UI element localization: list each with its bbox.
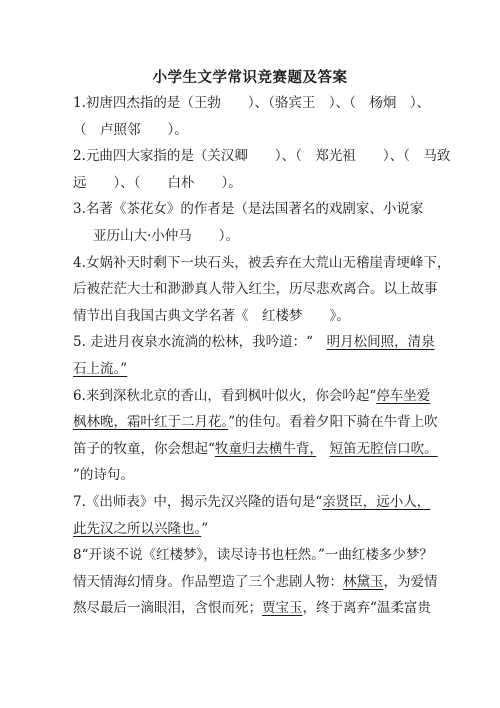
question-list (73, 90, 451, 622)
answer-text: 短笛无腔信口吹。 (329, 440, 438, 457)
question-line (73, 90, 443, 117)
question-text: （ 卢照邻 ）。 (73, 121, 188, 138)
question-5 (73, 329, 443, 382)
question-text: 1.初唐四杰指的是（王勃 ）、（骆宾王 ）、（ 杨炯 ）、 (73, 95, 431, 111)
question-text: ，终于离弃“温柔富贵 (302, 600, 431, 617)
question-line (73, 436, 443, 463)
question-text (316, 441, 330, 457)
question-text: 2.元曲四大家指的是（关汉卿 ）、（ 郑光祖 ）、（ 马致 (73, 148, 451, 165)
answer-text: 停车坐爱 (376, 387, 431, 404)
question-line (73, 303, 443, 330)
question-8 (73, 542, 443, 622)
question-1 (73, 90, 443, 143)
answer-text: 贾宝玉 (262, 600, 303, 617)
question-line (73, 143, 451, 170)
question-text: ，为爱情 (383, 573, 438, 590)
question-3 (73, 196, 443, 249)
question-line (73, 196, 443, 223)
question-line (73, 462, 443, 489)
question-7 (73, 489, 443, 542)
question-text: 亚历山大·小仲马 ）。 (93, 227, 240, 244)
question-line (73, 329, 443, 356)
question-line (73, 516, 443, 543)
answer-text: 林黛玉 (343, 573, 384, 590)
question-text: 5. 走进月夜泉水流淌的松林，我吟道：“ (73, 334, 327, 351)
question-text: ”的佳句。看着夕阳下骑在牛背上吹 (228, 414, 438, 431)
answer-text: 明月松间照，清泉 (326, 334, 435, 351)
question-6 (73, 383, 443, 489)
question-line (73, 409, 443, 436)
question-4 (73, 250, 451, 330)
question-text: 4.女娲补天时剩下一块石头，被丢弃在大荒山无稽崖青埂峰下， (73, 254, 451, 271)
question-line (73, 383, 443, 410)
question-text: 远 ）、（ 白朴 ）。 (73, 174, 242, 191)
question-2 (73, 143, 451, 196)
question-line (73, 223, 443, 250)
question-line (73, 595, 443, 622)
question-text: ” (201, 520, 209, 537)
question-text: 3.名著《茶花女》的作者是（是法国著名的戏剧家、小说家 (73, 201, 424, 218)
question-text: ”的诗句。 (73, 467, 134, 484)
question-line (73, 250, 451, 277)
question-line (73, 117, 443, 144)
question-text: 熬尽最后一滴眼泪，含恨而死； (73, 600, 262, 617)
question-line (73, 276, 443, 303)
question-text: 8“开谈不说《红楼梦》，读尽诗书也枉然。”一曲红楼多少梦？ (73, 547, 433, 564)
answer-text: 此先汉之所以兴隆也。 (73, 520, 202, 537)
question-text: 笛子的牧童，你会想起“ (73, 440, 215, 457)
answer-text: 枫林晚，霜叶红于二月花。 (73, 414, 229, 431)
question-text: 6.来到深秋北京的香山，看到枫叶似火，你会吟起“ (73, 387, 377, 404)
answer-text: 亲贤臣，远小人， (322, 493, 431, 510)
question-line (73, 542, 443, 569)
question-line (73, 489, 443, 516)
answer-text: 牧童归去横牛背， (214, 440, 317, 457)
question-text: 情节出自我国古典文学名著《 红楼梦 》。 (73, 307, 350, 324)
question-text: 情天情海幻情身。作品塑造了三个悲剧人物： (73, 573, 343, 590)
question-text: 后被茫茫大士和渺渺真人带入红尘，历尽悲欢离合。以上故事 (73, 281, 438, 298)
question-line (73, 569, 443, 596)
answer-text: 石上流。” (73, 360, 128, 377)
question-line (73, 356, 443, 383)
question-text: 7.《出师表》中，揭示先汉兴隆的语句是“ (73, 493, 323, 510)
page-title: 小学生文学常识竞赛题及答案 (152, 69, 348, 86)
question-line (73, 170, 443, 197)
